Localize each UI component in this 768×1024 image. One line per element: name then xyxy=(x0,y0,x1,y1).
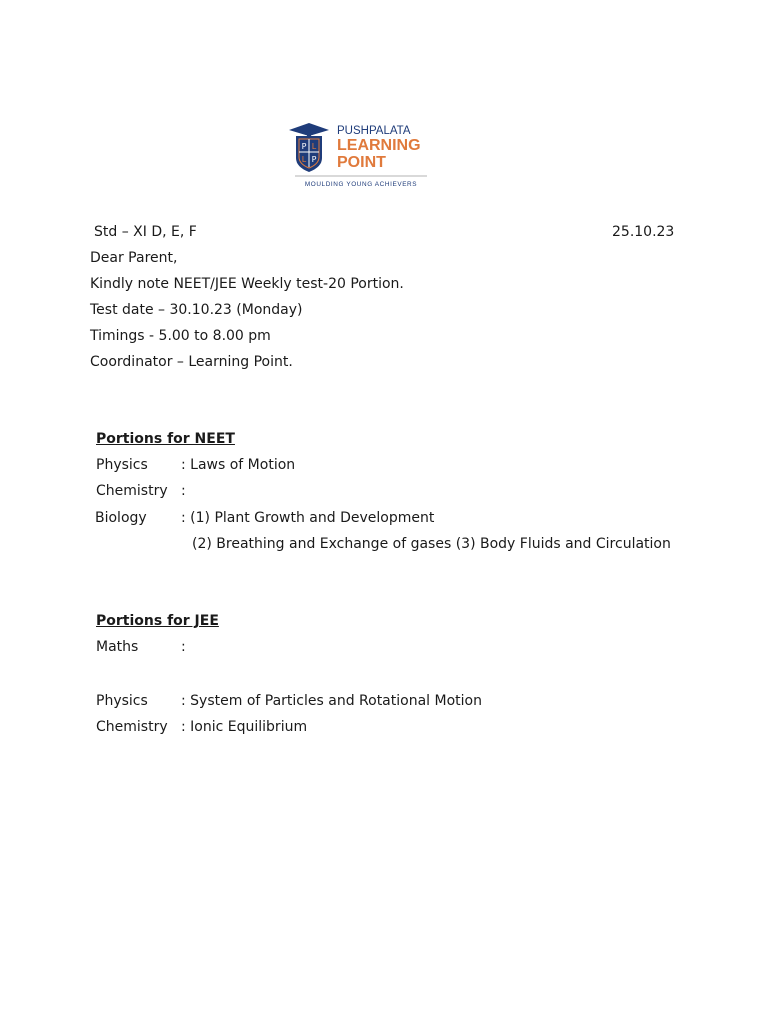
std-line: Std – XI D, E, F xyxy=(94,224,197,240)
crest-letter-l1: L xyxy=(311,142,317,151)
neet-physics-label: Physics xyxy=(96,457,148,473)
neet-biology-value-2: (2) Breathing and Exchange of gases (3) Body Fluids and Circulation xyxy=(192,536,671,552)
neet-heading: Portions for NEET xyxy=(96,431,235,447)
jee-physics-value: : System of Particles and Rotational Motion xyxy=(181,693,482,709)
jee-heading: Portions for JEE xyxy=(96,613,219,629)
tagline-text: MOULDING YOUNG ACHIEVERS xyxy=(304,181,418,188)
crest-letter-l2: L xyxy=(301,155,307,164)
jee-physics-label: Physics xyxy=(96,693,148,709)
jee-chemistry-label: Chemistry xyxy=(96,719,168,735)
letter-date: 25.10.23 xyxy=(612,224,675,240)
timings-line: Timings - 5.00 to 8.00 pm xyxy=(90,328,271,344)
logo-graphic xyxy=(287,120,432,192)
neet-chemistry-value: : xyxy=(181,483,186,499)
jee-maths-value: : xyxy=(181,639,186,655)
neet-biology-value: : (1) Plant Growth and Development xyxy=(181,510,435,526)
neet-physics-value: : Laws of Motion xyxy=(181,457,296,473)
school-logo xyxy=(287,120,432,192)
neet-biology-label: Biology xyxy=(95,510,147,526)
test-date-line: Test date – 30.10.23 (Monday) xyxy=(90,302,303,318)
brand-line2-text: POINT xyxy=(337,154,386,171)
jee-chemistry-value: : Ionic Equilibrium xyxy=(181,719,308,735)
greeting: Dear Parent, xyxy=(90,250,178,266)
coordinator-line: Coordinator – Learning Point. xyxy=(90,354,293,370)
brand-top-text: PUSHPALATA xyxy=(337,125,411,137)
crest-letter-p2: P xyxy=(311,155,317,164)
note-line: Kindly note NEET/JEE Weekly test-20 Portion. xyxy=(90,276,404,292)
crest-letter-p1: P xyxy=(301,142,307,151)
jee-maths-label: Maths xyxy=(96,639,139,655)
neet-chemistry-label: Chemistry xyxy=(96,483,168,499)
brand-line1-text: LEARNING xyxy=(337,137,421,154)
